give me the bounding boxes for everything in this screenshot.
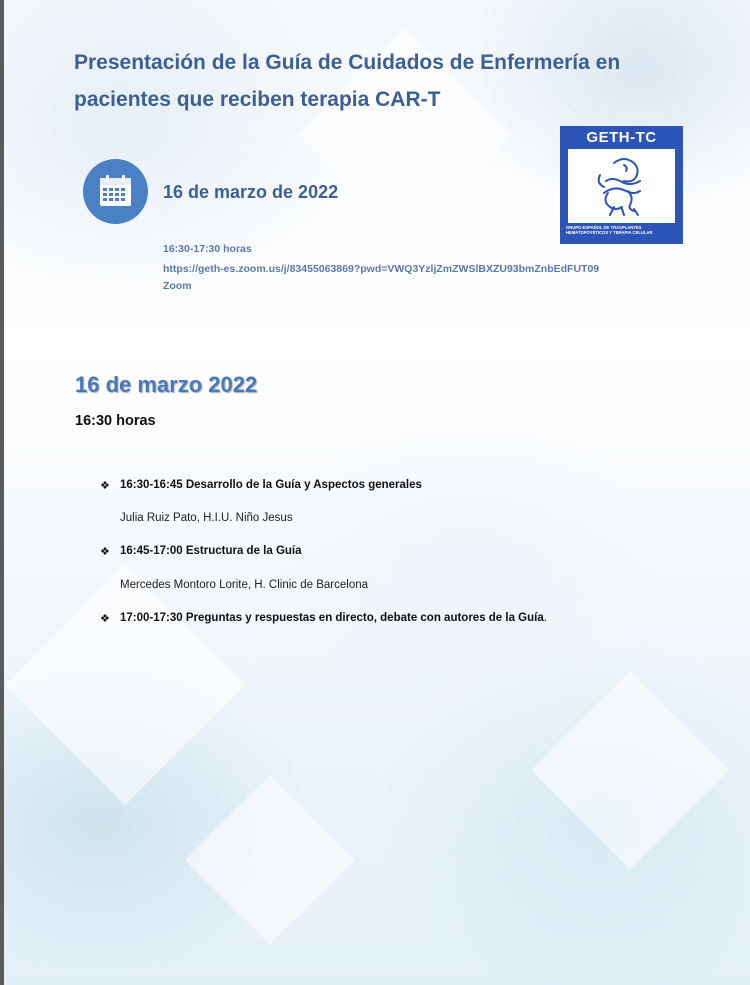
agenda-item-title: 16:45-17:00 Estructura de la Guía [120, 545, 302, 557]
program-date: 16 de marzo 2022 [75, 372, 258, 397]
logo-caption: GRUPO ESPAÑOL DE TRASPLANTES HEMATOPOYÉTICOS Y TERAPIA CELULAR [566, 225, 653, 235]
geth-tc-logo [560, 126, 683, 244]
page-title: Presentación de la Guía de Cuidados de Enfermería en pacientes que reciben terapia CAR-T [74, 51, 621, 111]
background-shape [185, 775, 355, 945]
bullet-icon: ❖ [100, 613, 110, 625]
logo-wordmark: GETH-TC [586, 129, 657, 146]
event-time: 16:30-17:30 horas [163, 243, 252, 255]
agenda-item-title: 16:30-16:45 Desarrollo de la Guía y Aspectos generales [120, 479, 422, 491]
bullet-icon: ❖ [100, 480, 110, 492]
agenda-speaker: Mercedes Montoro Lorite, H. Clinic de Barcelona [120, 579, 369, 591]
program-time: 16:30 horas [75, 413, 156, 429]
logo-emblem [568, 149, 675, 223]
zoom-link[interactable]: https://geth-es.zoom.us/j/83455063869?pwd=VWQ3YzljZmZWSlBXZU93bmZnbEdFUT09 [163, 263, 600, 275]
page-edge [0, 0, 4, 985]
lion-emblem-icon [594, 153, 650, 219]
agenda-item-title [120, 612, 547, 624]
event-venue: Zoom [163, 280, 192, 292]
event-date: 16 de marzo de 2022 [163, 182, 339, 202]
agenda-speaker: Julia Ruiz Pato, H.I.U. Niño Jesus [120, 512, 293, 524]
agenda-item-tail: . [543, 612, 547, 624]
background-shape [531, 671, 729, 869]
bullet-icon: ❖ [100, 546, 110, 558]
background-shape [5, 565, 245, 805]
calendar-icon [83, 159, 148, 224]
agenda-item-title-text: 17:00-17:30 Preguntas y respuestas en directo, debate con autores de la Guía [120, 612, 544, 624]
